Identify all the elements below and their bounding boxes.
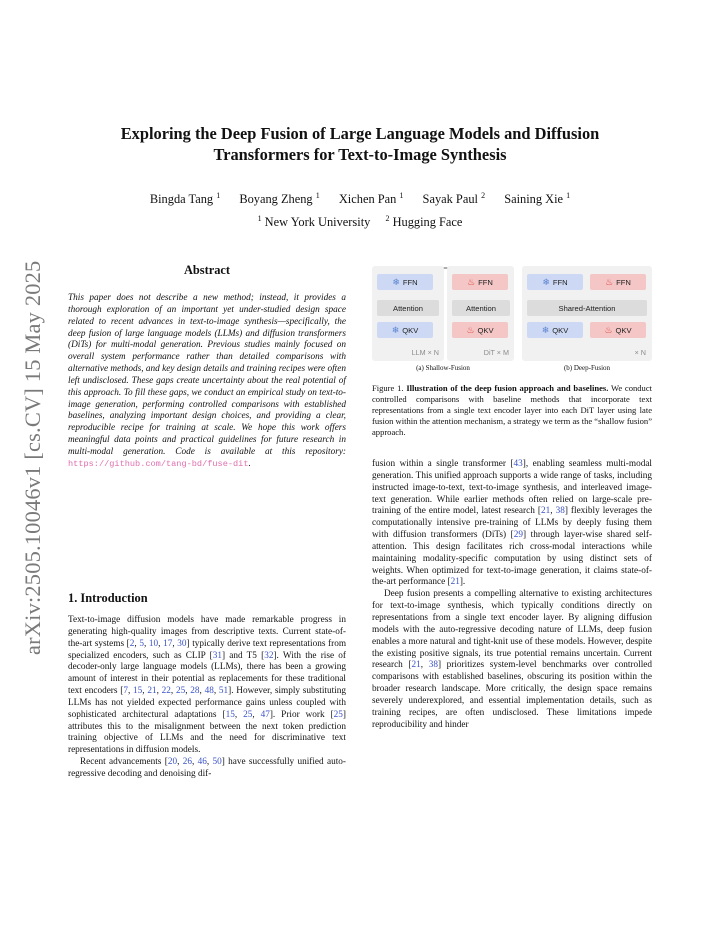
citation-link[interactable]: 25 (243, 709, 253, 720)
paper-title: Exploring the Deep Fusion of Large Language Models and Diffusion Transformers for Text-to-Image Synthesis (120, 124, 600, 164)
citation-link[interactable]: 7 (123, 686, 128, 697)
citation-link[interactable]: 50 (212, 757, 222, 768)
llm-qkv-block: ❄ QKV (377, 322, 433, 338)
citation-link[interactable]: 15 (225, 709, 235, 720)
intro-paragraph: Recent advancements [20, 26, 46, 50] have successfully unified auto-regressive decoding and denoising dif- (68, 757, 346, 779)
shared-attention-block: Shared-Attention (527, 300, 647, 316)
citation-link[interactable]: 38 (555, 506, 565, 517)
author: Boyang Zheng $^1$ (239, 190, 320, 206)
citation-link[interactable]: 21 (540, 506, 551, 517)
citation-link[interactable]: 28 (190, 686, 200, 697)
citation-link[interactable]: 32 (264, 650, 274, 661)
snowflake-icon: ❄ (392, 276, 400, 287)
author: Xichen Pan $^1$ (338, 190, 404, 206)
author-list (60, 191, 660, 207)
citation-link[interactable]: 31 (212, 650, 222, 661)
flame-icon: ♨ (467, 276, 476, 287)
deep-dit-qkv-block: ♨ QKV (590, 322, 646, 338)
abstract-body: This paper does not describe a new method; instead, it provides a thorough exploration of an important yet under-studied design space related to recent advances in text-to-image synthesis—specifically, the deep fusion of large language models (LLMs) and diffusion transformers (DiTs) for multi-modal generation. Previous studies mainly focused on overall system performance rather than detailed comparisons with alternative methods, and key design details and training recipes were often left undisclosed. These gaps create uncertainty about the real potential of this approach. To fill these gaps, we conduct an empirical study on text-to-image generation, performing controlled comparisons with established baselines, analyzing important design choices, and providing a clear, reproducible recipe for training at scale. We hope this work offers meaningful data points and practical guidelines for future research in multi-modal generation. Code is available at this repository: https://github.com/tang-bd/fuse-dit. (68, 293, 346, 469)
flame-icon: ♨ (605, 276, 614, 287)
subcaption-b: (b) Deep-Fusion (563, 364, 611, 372)
figure-1-caption: Figure 1. Illustration of the deep fusion approach and baselines. We conduct controlled comparisons with baseline methods that incorporate text representations from a single text encoder layer into each DiT layer using late fusion within the attention mechanism, a strategy we term as the “shallow fusion” approach. (372, 383, 652, 437)
deep-llm-ffn-block: ❄ FFN (527, 274, 583, 290)
citation-link[interactable]: 21 (147, 686, 157, 697)
flame-icon: ♨ (604, 324, 613, 335)
affiliation: $^1$ New York University (257, 213, 371, 229)
llm-panel (372, 266, 444, 361)
citation-link[interactable]: 25 (175, 686, 186, 697)
code-repository-link[interactable]: https://github.com/tang-bd/fuse-dit (68, 458, 249, 469)
flame-icon: ♨ (466, 324, 475, 335)
llm-ffn-block: ❄ FFN (377, 274, 433, 290)
citation-link[interactable]: 21 (450, 577, 460, 588)
citation-link[interactable]: 2 (129, 638, 135, 649)
affiliation-list (60, 214, 660, 230)
citation-link[interactable]: 26 (182, 757, 192, 768)
citation-link[interactable]: 5 (139, 638, 144, 649)
introduction-heading: 1. Introduction (68, 591, 148, 605)
abstract-heading: Abstract (183, 263, 231, 277)
citation-link[interactable]: 38 (428, 660, 438, 671)
citation-link[interactable]: 21 (411, 660, 421, 671)
citation-link[interactable]: 17 (163, 638, 173, 649)
citation-link[interactable]: 47 (260, 709, 270, 720)
deep-dit-ffn-block: ♨ FFN (590, 274, 646, 290)
citation-link[interactable]: 51 (218, 686, 229, 697)
body-paragraph: Deep fusion presents a compelling alternative to existing architectures for text-to-image synthesis, which typically conditions directly on representations from a single text encoder layer. By aligning diffusion models with the auto-regressive decoding nature of LLMs, deep fusion enables a more natural and tight-knit use of these models. However, despite the existing positive signals, its true potential remains uncertain. Current research [21, 38] prioritizes system-level benchmarks over controlled comparisons with established baselines, obscuring its position within the broader research landscape. More critically, the design space remains severely underexplored, and essential implementation details, such as training recipes, are often undisclosed. These limitations impede reproducibility and hinder (372, 589, 653, 730)
citation-link[interactable]: 25 (333, 709, 343, 720)
abstract-text: This paper does not describe a new method; instead, it provides a thorough exploration of an important yet under-studied design space related to recent advances in text-to-image synthesis—specifically, the deep fusion of large language models (LLMs) and diffusion transformers (DiTs) for multi-modal generation. Previous studies mainly focused on overall system performance rather than detailed comparisons with alternative methods, and key design details and training recipes were often left undisclosed. These gaps create uncertainty about the real potential of this approach. To fill these gaps, we conduct an empirical study on text-to-image generation, performing controlled comparisons with established baselines, analyzing important design choices, and providing a clear, reproducible recipe for training at scale. We hope this work offers meaningful data points and practical guidelines for future research in multi-modal generation. Code is available at this repository: (68, 293, 346, 457)
citation-link[interactable]: 22 (161, 686, 171, 697)
citation-link[interactable]: 48 (204, 686, 214, 697)
llm-multiplier: LLM × N (411, 348, 439, 357)
llm-attention-block: Attention (377, 300, 439, 316)
citation-link[interactable]: 15 (133, 686, 143, 697)
right-column-body (372, 459, 652, 731)
citation-link[interactable]: 10 (148, 638, 159, 649)
subcaption-a: (a) Shallow-Fusion (416, 364, 470, 372)
affiliation: $^2$ Hugging Face (385, 213, 463, 229)
citation-link[interactable]: 29 (513, 530, 523, 541)
introduction-body (68, 615, 346, 781)
figure-1 (372, 266, 652, 374)
dit-ffn-block: ♨ FFN (452, 274, 508, 290)
body-paragraph: fusion within a single transformer [43], enabling seamless multi-modal generation. This unified approach supports a wide range of tasks, including instructed image-to-text, text-to-image synthesis, and interleaved image-text generation. While earlier methods often relied on large-scale pre-training of the entire model, latest research [21, 38] flexibly leverages the computationally intensive pre-training of LLMs by deeply fusing them with diffusion transformers (DiTs) [29] through layer-wise shared self-attention. This design facilitates rich cross-modal interactions while maintaining modality-specific computation by using distinct sets of weights. When optimized for text-to-image generation, it claims state-of-the-art performance [21]. (372, 459, 653, 588)
dit-panel (447, 266, 514, 361)
snowflake-icon: ❄ (542, 276, 550, 287)
citation-link[interactable]: 30 (177, 638, 187, 649)
dit-multiplier: DiT × M (483, 348, 509, 357)
deep-multiplier: × N (634, 348, 646, 357)
author: Bingda Tang $^1$ (149, 190, 221, 206)
deep-llm-qkv-block: ❄ QKV (527, 322, 583, 338)
citation-link[interactable]: 46 (197, 757, 207, 768)
dit-attention-block: Attention (452, 300, 510, 316)
author: Sayak Paul $^2$ (422, 190, 486, 206)
deep-fusion-panel (522, 266, 652, 361)
citation-link[interactable]: 43 (513, 459, 523, 469)
citation-link[interactable]: 20 (167, 757, 178, 768)
author: Saining Xie $^1$ (504, 190, 571, 206)
intro-paragraph: Text-to-image diffusion models have made remarkable progress in generating high-quality images from descriptive texts. Current state-of-the-art systems [2, 5, 10, 17, 30] typically derive text representations from specialized encoders, such as CLIP [31] and T5 [32]. With the rise of decoder-only large language models (LLMs), there has been a growing amount of interest in their potential as replacements for these traditional text encoders [7, 15, 21, 22, 25, 28, 48, 51]. However, simply substituting LLMs has not yielded expected performance gains unless coupled with sophisticated architectural adaptations [15, 25, 47]. Prior work [25] attributes this to the misalignment between the next token prediction training objective of LLMs and the need for discriminative text representations in diffusion models. (68, 615, 347, 756)
snowflake-icon: ❄ (391, 324, 400, 335)
snowflake-icon: ❄ (541, 324, 550, 335)
arxiv-identifier: arXiv:2505.10046v1 [cs.CV] 15 May 2025 (20, 260, 45, 655)
dit-qkv-block: ♨ QKV (452, 322, 508, 338)
